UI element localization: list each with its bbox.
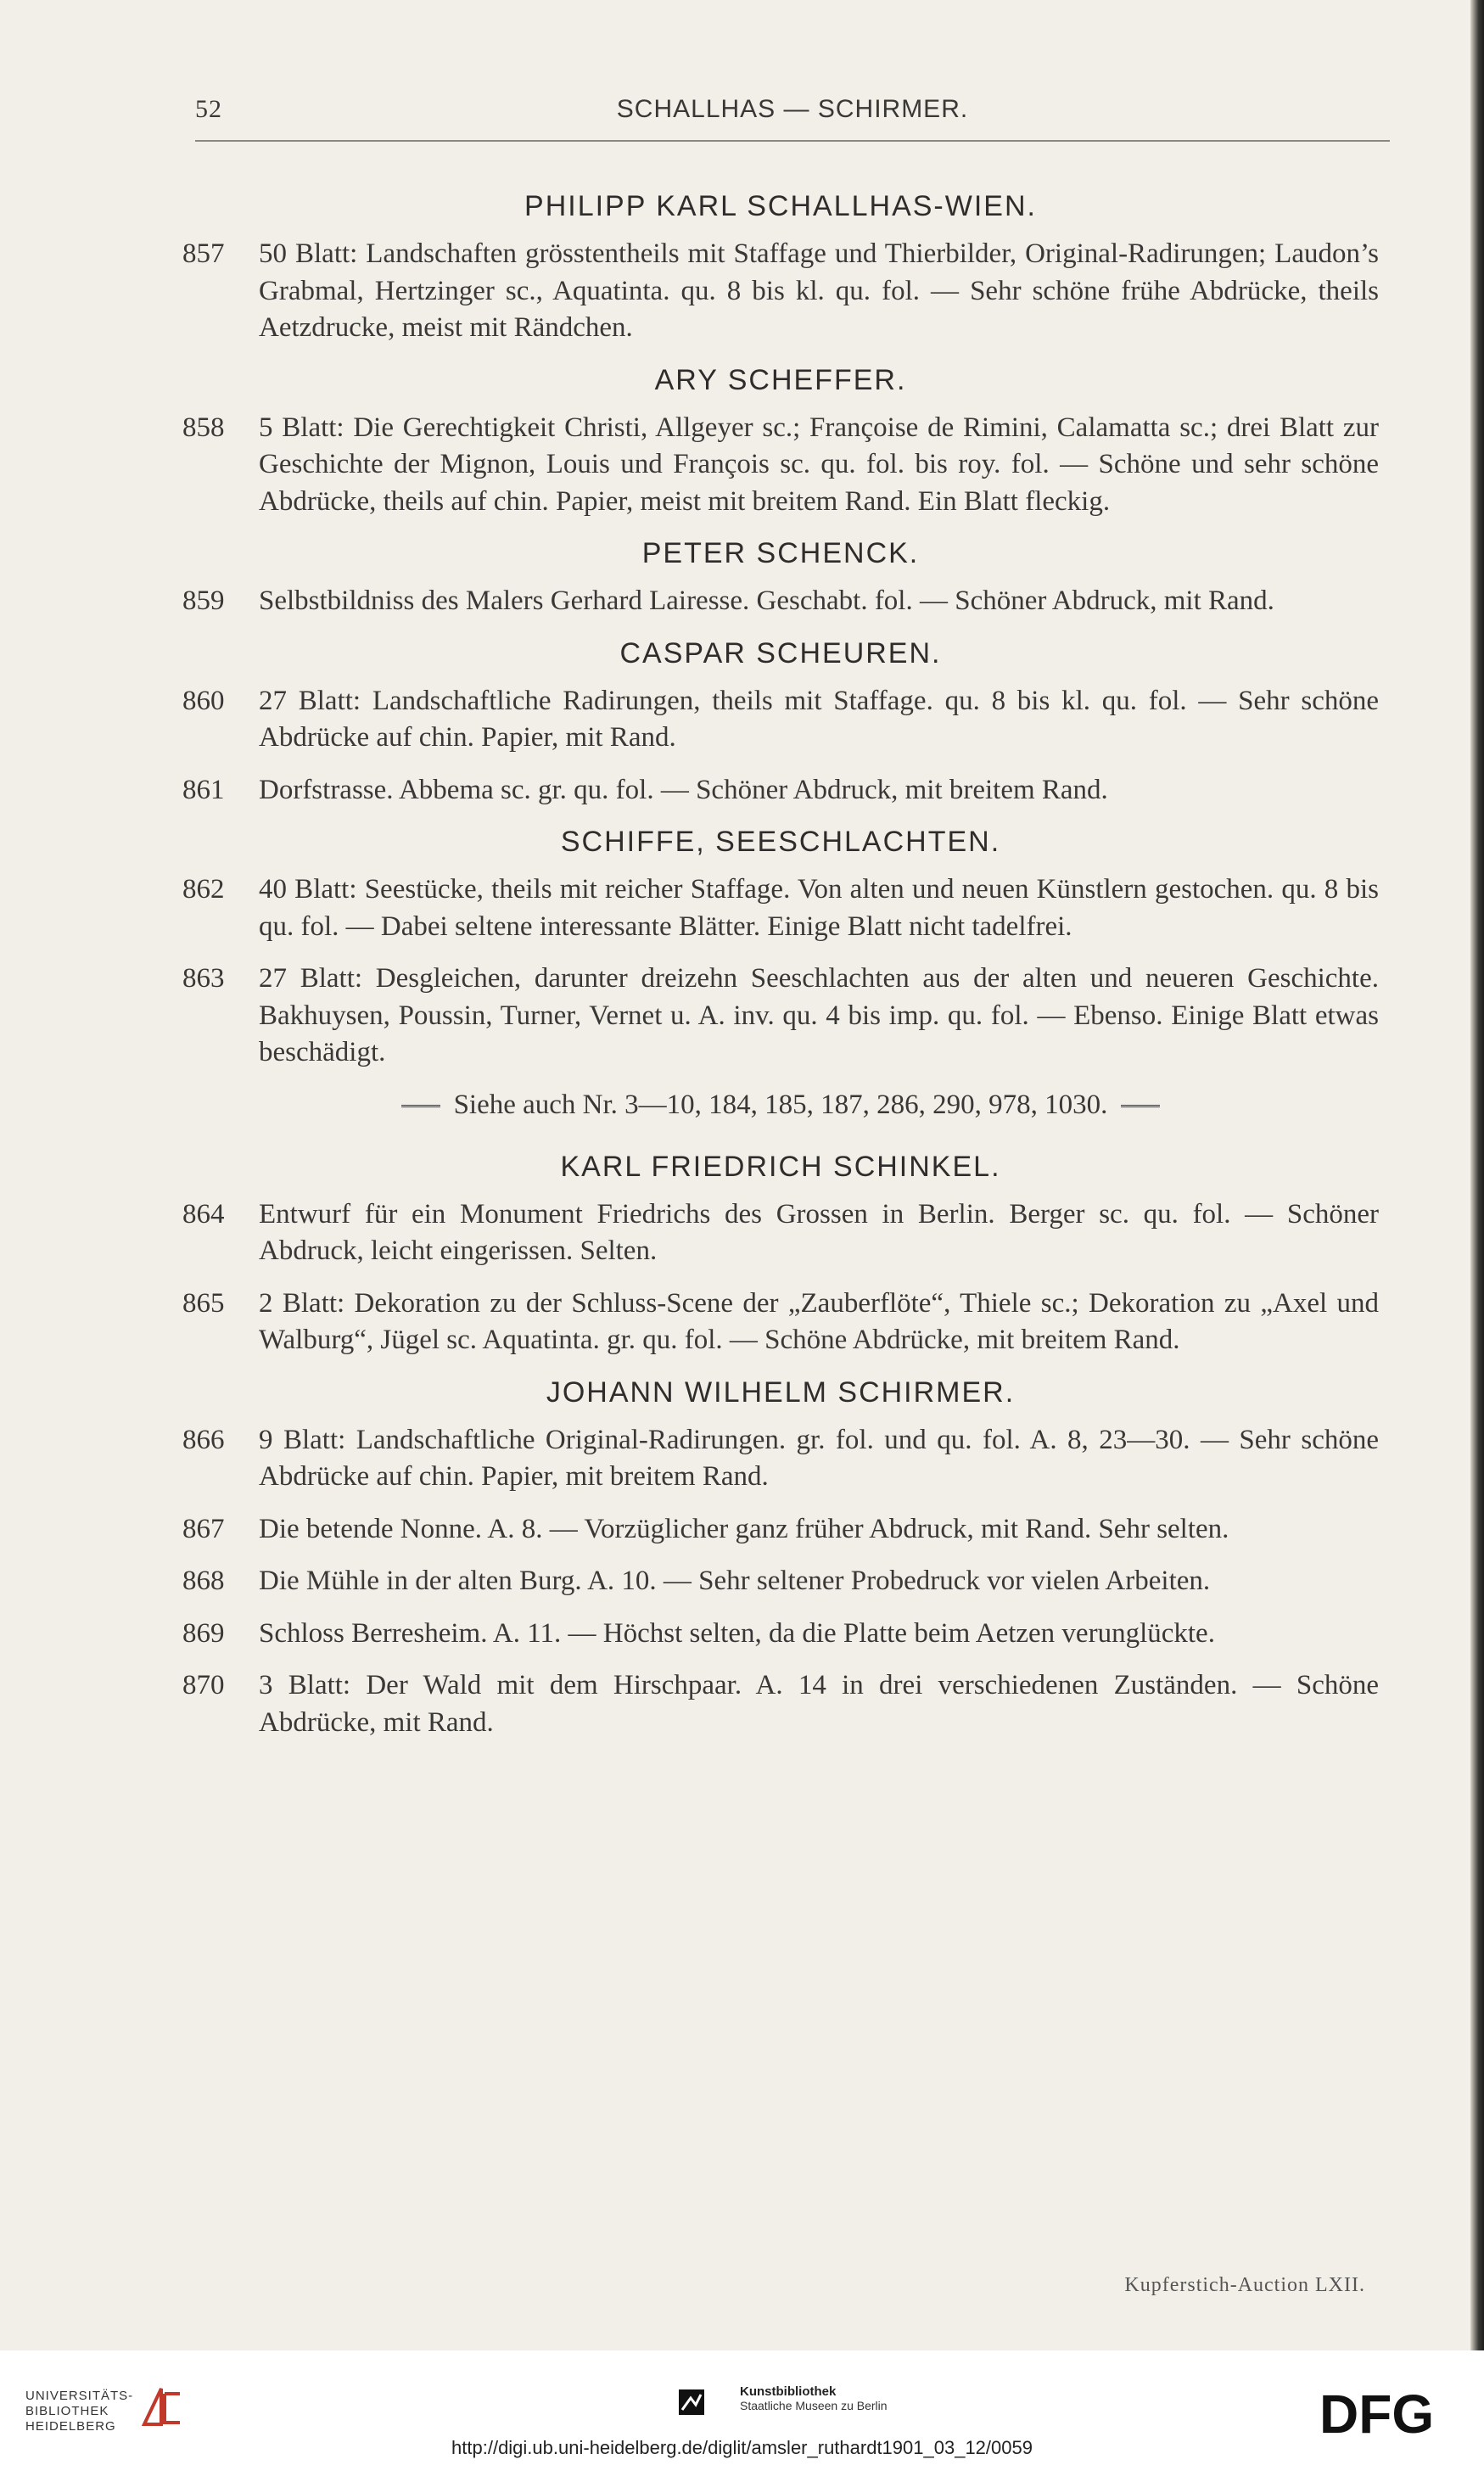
lot-description: 27 Blatt: Desgleichen, darunter dreizehn Seeschlachten aus der alten und neueren Geschichte. Bakhuysen, Poussin, Turner, Vernet u. A. inv. qu. 4 bis imp. qu. fol. — Ebenso. Einige Blatt etwas beschädigt.	[259, 963, 1379, 1067]
catalogue-entry	[182, 1511, 1379, 1549]
kunstbibliothek-subtitle: Staatliche Museen zu Berlin	[740, 2399, 888, 2412]
note-text: Siehe auch Nr. 3—10, 184, 185, 187, 286, 290, 978, 1030.	[453, 1089, 1108, 1120]
catalogue-entry	[182, 583, 1379, 620]
lot-description: Entwurf für ein Monument Friedrichs des Grossen in Berlin. Berger sc. qu. fol. — Schöner Abdruck, leicht eingerissen. Selten.	[259, 1198, 1379, 1266]
lot-number: 870	[182, 1670, 225, 1700]
lot-number: 863	[182, 963, 225, 994]
section-heading: PETER SCHENCK.	[641, 537, 920, 569]
note-dash-left	[401, 1105, 440, 1107]
section-heading: PHILIPP KARL SCHALLHAS-WIEN.	[524, 190, 1037, 222]
running-title: SCHALLHAS — SCHIRMER.	[616, 95, 969, 123]
section-heading: KARL FRIEDRICH SCHINKEL.	[560, 1150, 1001, 1183]
section-heading: JOHANN WILHELM SCHIRMER.	[546, 1375, 1016, 1409]
cross-reference-note	[182, 1087, 1379, 1123]
lot-description: 3 Blatt: Der Wald mit dem Hirschpaar. A. 14 in drei verschiedenen Zuständen. — Schöne Abdrücke, mit Rand.	[259, 1670, 1379, 1738]
note-dash-right	[1121, 1105, 1160, 1107]
catalogue-entry	[182, 410, 1379, 521]
catalogue-entry	[182, 1422, 1379, 1496]
lot-number: 867	[182, 1513, 225, 1544]
section-heading: CASPAR SCHEUREN.	[619, 636, 942, 669]
lot-description: 40 Blatt: Seestücke, theils mit reicher Staffage. Von alten und neuen Künstlern gestochen. qu. 8 bis qu. fol. — Dabei seltene interessante Blätter. Einige Blatt nicht tadelfrei.	[259, 874, 1379, 942]
page-number: 52	[195, 95, 222, 123]
catalogue-entry	[182, 961, 1379, 1072]
kunstbibliothek-title: Kunstbibliothek	[740, 2384, 837, 2399]
lot-number: 866	[182, 1424, 225, 1455]
lot-number: 864	[182, 1198, 225, 1230]
catalogue-entry	[182, 1616, 1379, 1653]
lot-description: Die betende Nonne. A. 8. — Vorzüglicher ganz früher Abdruck, mit Rand. Sehr selten.	[259, 1513, 1229, 1544]
lot-number: 862	[182, 874, 225, 905]
lot-number: 861	[182, 774, 225, 805]
catalogue-entry	[182, 683, 1379, 757]
running-header	[195, 95, 1390, 137]
catalogue-entry	[182, 871, 1379, 945]
lot-number: 868	[182, 1566, 225, 1596]
lot-number: 858	[182, 412, 225, 443]
lot-description: Die Mühle in der alten Burg. A. 10. — Sehr seltener Probedruck vor vielen Arbeiten.	[259, 1566, 1211, 1596]
lot-description: 9 Blatt: Landschaftliche Original-Radirungen. gr. fol. und qu. fol. A. 8, 23—30. — Sehr schöne Abdrücke auf chin. Papier, mit breitem Rand.	[259, 1424, 1379, 1492]
book-spine-shadow	[1470, 0, 1484, 2350]
lot-description: Schloss Berresheim. A. 11. — Höchst selten, da die Platte beim Aetzen verunglückte.	[259, 1617, 1215, 1649]
catalogue-column	[182, 188, 1379, 1756]
lot-description: 5 Blatt: Die Gerechtigkeit Christi, Allgeyer sc.; Françoise de Rimini, Calamatta sc.; drei Blatt zur Geschichte der Mignon, Louis und François sc. qu. fol. bis roy. fol. — Schöne und sehr schöne Abdrücke, theils auf chin. Papier, meist mit breitem Rand. Ein Blatt fleckig.	[259, 412, 1379, 517]
source-url-link[interactable]: http://digi.ub.uni-heidelberg.de/diglit/amsler_ruthardt1901_03_12/0059	[451, 2437, 1033, 2458]
section-heading: ARY SCHEFFER.	[654, 363, 907, 396]
lot-description: 50 Blatt: Landschaften grösstentheils mit Staffage und Thierbilder, Original-Radirungen; Laudon’s Grabmal, Hertzinger sc., Aquatinta. qu. 8 bis kl. qu. fol. — Sehr schöne frühe Abdrücke, theils Aetzdrucke, meist mit Rändchen.	[259, 238, 1379, 343]
lot-description: Selbstbildniss des Malers Gerhard Lairesse. Geschabt. fol. — Schöner Abdruck, mit Rand.	[259, 585, 1274, 616]
kunstbibliothek-icon	[679, 2389, 704, 2415]
svg-text:DFG: DFG	[1319, 2384, 1435, 2445]
catalogue-entry	[182, 1196, 1379, 1270]
lot-number: 865	[182, 1287, 225, 1319]
catalogue-entry	[182, 1286, 1379, 1359]
kunstbibliothek-logo[interactable]	[679, 2383, 933, 2434]
catalogue-entry	[182, 772, 1379, 810]
lot-description: 27 Blatt: Landschaftliche Radirungen, theils mit Staffage. qu. 8 bis kl. qu. fol. — Sehr schöne Abdrücke auf chin. Papier, mit Rand.	[259, 685, 1379, 753]
heidelberg-emblem-icon	[136, 2382, 187, 2433]
lot-number: 869	[182, 1617, 225, 1649]
lot-description: Dorfstrasse. Abbema sc. gr. qu. fol. — Schöner Abdruck, mit breitem Rand.	[259, 774, 1108, 805]
lot-number: 859	[182, 585, 225, 616]
lot-description: 2 Blatt: Dekoration zu der Schluss-Scene der „Zauberflöte“, Thiele sc.; Dekoration zu „Axel und Walburg“, Jügel sc. Aquatinta. gr. qu. fol. — Schöne Abdrücke, mit breitem Rand.	[259, 1287, 1379, 1355]
lot-number: 860	[182, 685, 225, 716]
heidelberg-logo-text: UNIVERSITÄTS- BIBLIOTHEK HEIDELBERG	[25, 2389, 134, 2434]
signature-mark: Kupferstich-Auction LXII.	[1124, 2274, 1365, 2296]
catalogue-entry	[182, 1563, 1379, 1600]
catalogue-entry	[182, 236, 1379, 347]
catalogue-entry	[182, 1667, 1379, 1741]
header-rule	[195, 140, 1390, 142]
lot-number: 857	[182, 238, 225, 269]
section-heading: SCHIFFE, SEESCHLACHTEN.	[560, 826, 1001, 858]
